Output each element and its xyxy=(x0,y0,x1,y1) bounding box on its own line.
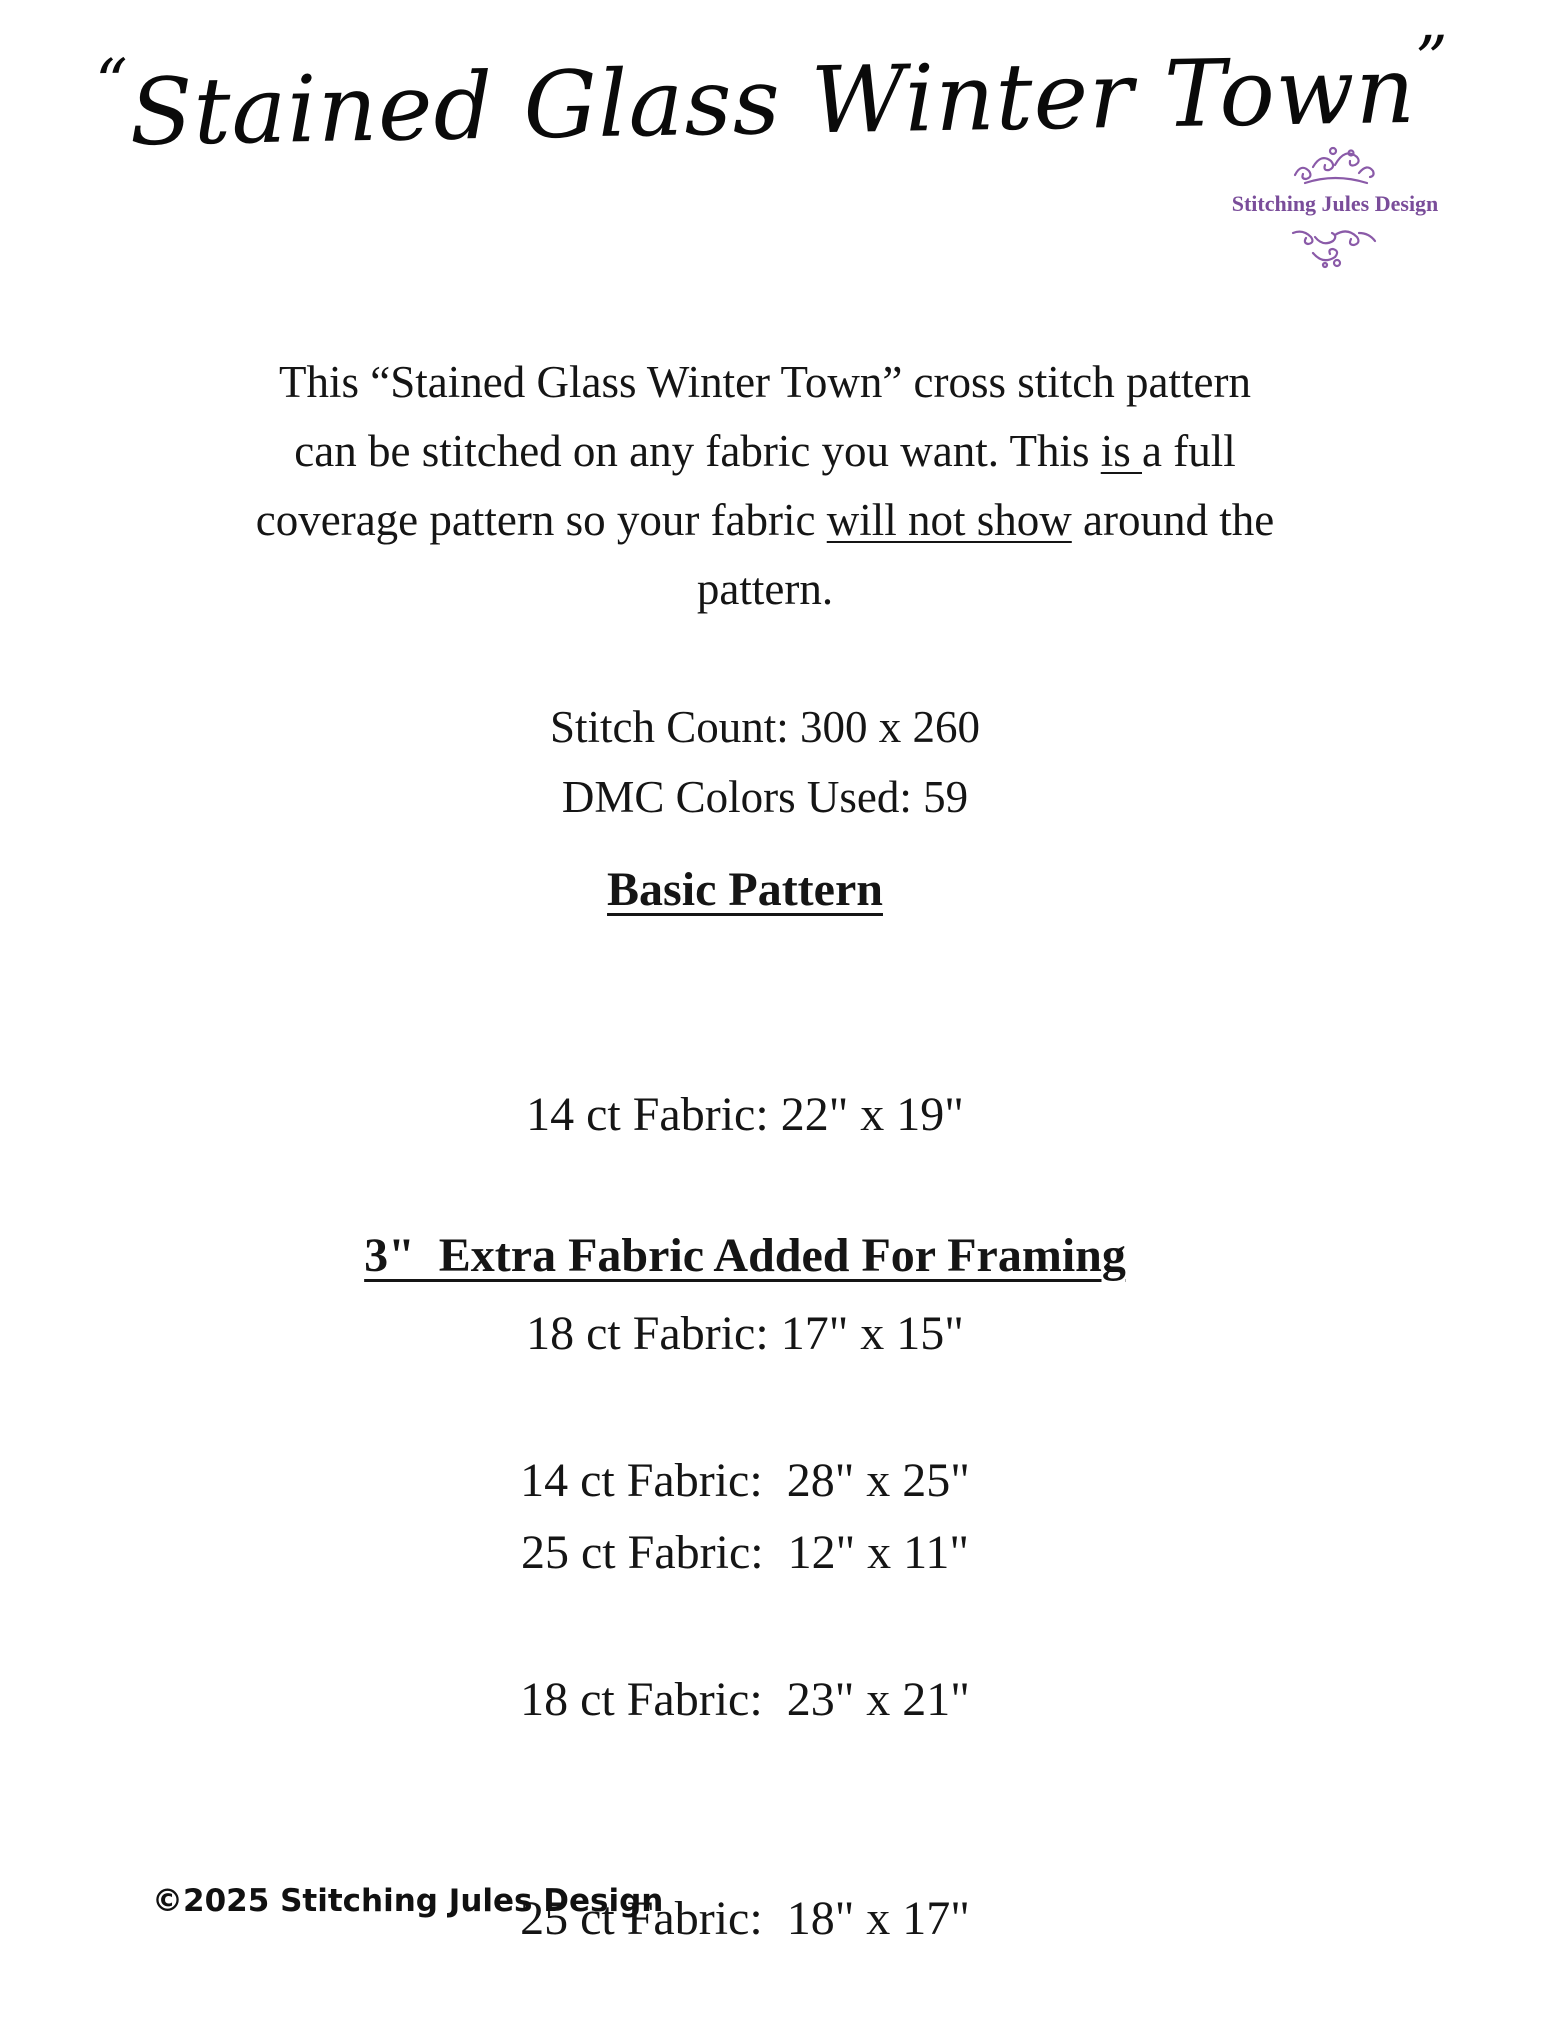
intro-line-3 xyxy=(150,486,1380,555)
intro-paragraph xyxy=(150,348,1380,624)
title-open-quote: “ xyxy=(94,46,130,121)
flourish-top-icon xyxy=(1285,145,1385,189)
page-title xyxy=(0,23,1545,167)
brand-logo xyxy=(1225,145,1445,270)
fabric-size-row: 14 ct Fabric: 28" x 25" xyxy=(520,1454,970,1507)
pattern-stats xyxy=(0,692,1530,832)
intro-line-3-text: coverage pattern so your fabric xyxy=(255,495,827,545)
fabric-size-row: 18 ct Fabric: 17" x 15" xyxy=(526,1307,964,1360)
copyright-footer: ©2025 Stitching Jules Design xyxy=(152,1883,664,1919)
intro-line-4: pattern. xyxy=(696,564,834,614)
fabric-size-row: 25 ct Fabric: 12" x 11" xyxy=(520,1526,969,1579)
basic-pattern-heading: Basic Pattern xyxy=(607,863,883,916)
stitch-count: Stitch Count: 300 x 260 xyxy=(549,702,981,752)
title-close-quote: ” xyxy=(1414,23,1450,98)
fabric-size-row: 25 ct Fabric: 18" x 17" xyxy=(520,1892,970,1945)
intro-line-2-end: a full xyxy=(1142,426,1236,476)
extra-fabric-heading: 3" Extra Fabric Added For Framing xyxy=(364,1229,1126,1282)
intro-line-2-text: can be stitched on any fabric you want. This xyxy=(294,426,1101,476)
dmc-colors-used: DMC Colors Used: 59 xyxy=(561,772,969,822)
intro-line-1: This “Stained Glass Winter Town” cross stitch pattern xyxy=(279,357,1251,407)
brand-logo-text: Stitching Jules Design xyxy=(1231,191,1439,216)
intro-line-3-end: around the xyxy=(1071,495,1275,545)
intro-line-2 xyxy=(150,417,1380,486)
intro-emphasis-is: is xyxy=(1100,426,1142,476)
intro-emphasis-will-not-show: will not show xyxy=(826,495,1072,545)
fabric-size-row: 14 ct Fabric: 22" x 19" xyxy=(526,1088,964,1141)
flourish-bottom-icon xyxy=(1285,223,1385,269)
fabric-size-row: 18 ct Fabric: 23" x 21" xyxy=(520,1673,970,1726)
title-text: Stained Glass Winter Town xyxy=(128,36,1417,167)
